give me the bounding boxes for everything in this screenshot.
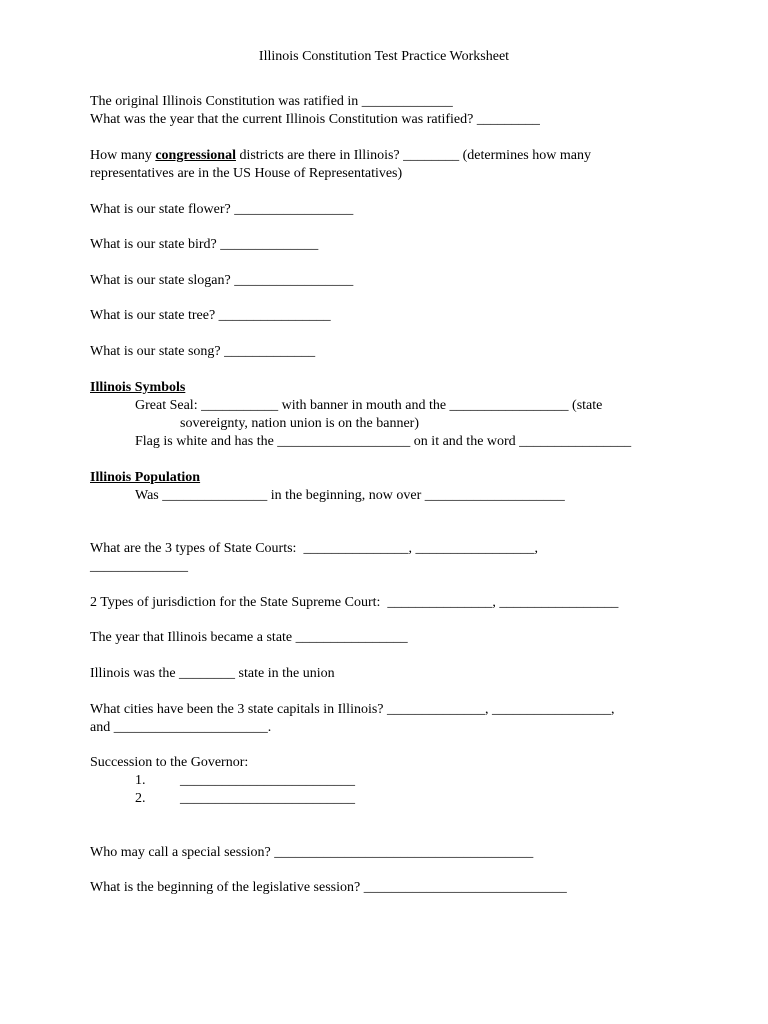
question-state-courts-cont: ______________ (90, 559, 188, 574)
question-succession: Succession to the Governor: (90, 755, 249, 770)
question-text-pre: How many (90, 148, 156, 163)
question-state-capitals: What cities have been the 3 state capitals in Illinois? ______________, _________________, (90, 702, 615, 717)
list-item (135, 790, 355, 808)
answer-blank: _________________________ (180, 773, 355, 788)
question-state-flower: What is our state flower? _________________ (90, 202, 354, 217)
page-title: Illinois Constitution Test Practice Worksheet (258, 49, 510, 64)
question-original-ratified: The original Illinois Constitution was ratified in _____________ (90, 94, 453, 109)
list-item (135, 772, 355, 790)
list-number: 2. (135, 791, 146, 806)
question-state-order: Illinois was the ________ state in the union (90, 666, 335, 681)
question-jurisdiction: 2 Types of jurisdiction for the State Supreme Court: _______________, _________________ (90, 595, 619, 610)
symbols-great-seal-cont: sovereignty, nation union is on the banner) (180, 416, 419, 431)
symbols-great-seal: Great Seal: ___________ with banner in mouth and the _________________ (state (135, 398, 603, 413)
answer-blank: _________________________ (180, 791, 355, 806)
question-statehood-year: The year that Illinois became a state ________________ (90, 630, 408, 645)
question-state-courts: What are the 3 types of State Courts: _______________, _________________, (90, 541, 538, 556)
congressional-emphasis: congressional (155, 148, 236, 163)
question-current-ratified: What was the year that the current Illinois Constitution was ratified? _________ (90, 112, 540, 127)
population-line: Was _______________ in the beginning, now over ____________________ (135, 488, 565, 503)
question-congressional-districts-cont: representatives are in the US House of Representatives) (90, 166, 403, 181)
question-special-session: Who may call a special session? _____________________________________ (90, 845, 534, 860)
question-state-capitals-cont: and ______________________. (90, 720, 272, 735)
population-heading: Illinois Population (90, 470, 201, 485)
symbols-heading: Illinois Symbols (90, 380, 186, 395)
symbols-flag: Flag is white and has the ___________________ on it and the word ________________ (135, 434, 632, 449)
list-number: 1. (135, 773, 146, 788)
question-state-tree: What is our state tree? ________________ (90, 308, 331, 323)
question-state-bird: What is our state bird? ______________ (90, 237, 319, 252)
question-state-song: What is our state song? _____________ (90, 344, 316, 359)
question-state-slogan: What is our state slogan? _________________ (90, 273, 354, 288)
question-congressional-districts (90, 147, 591, 165)
question-text-post: districts are there in Illinois? ________ (determines how many (235, 148, 591, 163)
question-legislative-session: What is the beginning of the legislative session? _____________________________ (90, 880, 567, 895)
